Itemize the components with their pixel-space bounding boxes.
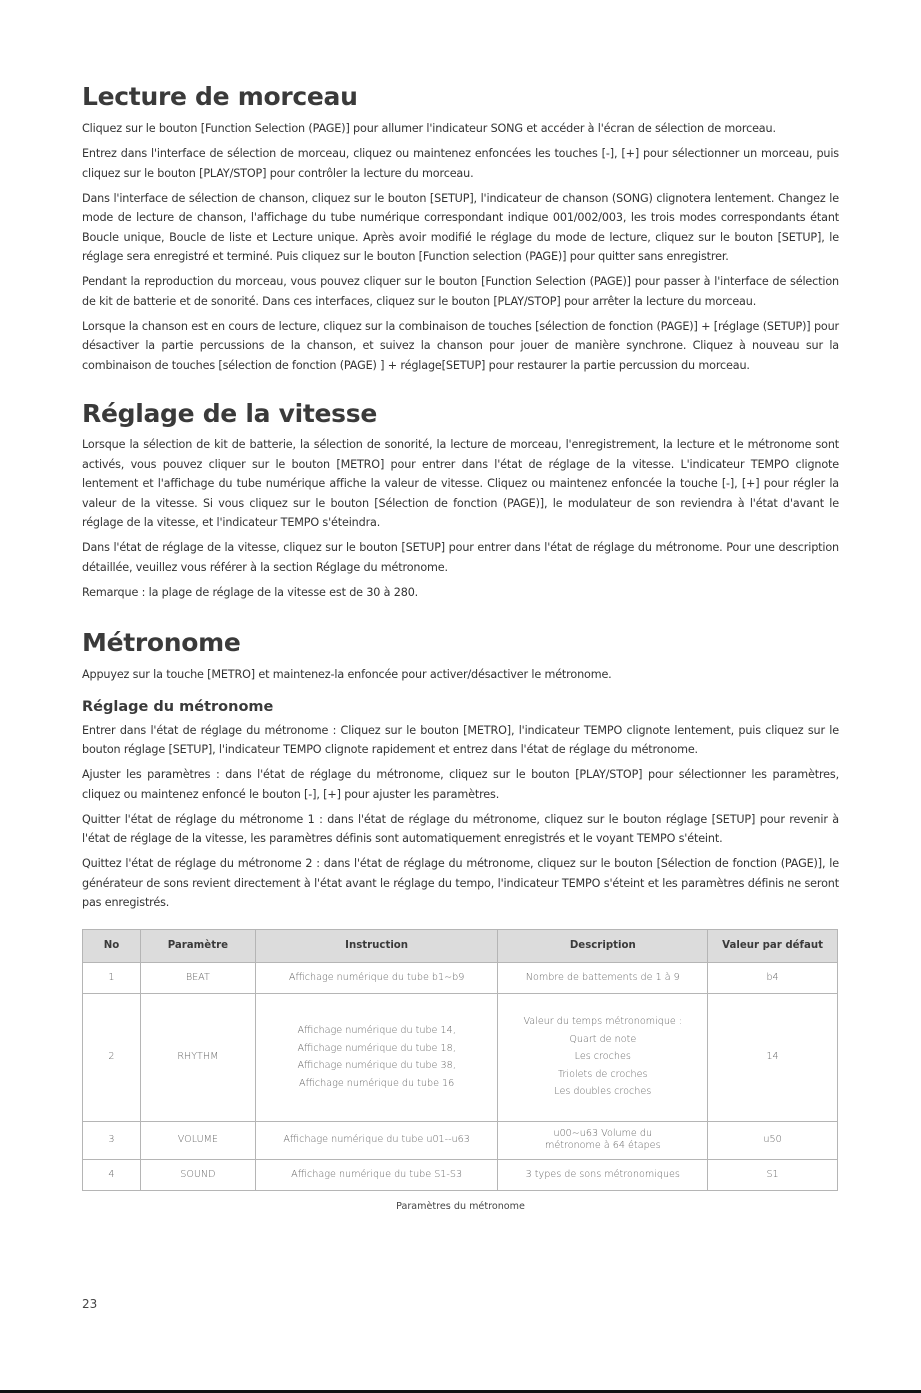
section-lecture <box>82 119 839 375</box>
cell-line: Les croches <box>574 1051 631 1063</box>
cell-instruction: Affichage numérique du tube u01--u63 <box>255 1121 498 1159</box>
paragraph: Pendant la reproduction du morceau, vous pouvez cliquer sur le bouton [Function Selection (PAGE)] pour passer à l'interface de sélection de kit de batterie et de sonorité. Dans ces interfaces, cliquez sur le bouton [PLAY/STOP] pour arrêter la lecture du morceau. <box>82 275 839 308</box>
cell-line: Les doubles croches <box>554 1086 652 1098</box>
paragraph: Quittez l'état de réglage du métronome 2 : dans l'état de réglage du métronome, cliquez sur le bouton [Sélection de fonction (PAGE)], le générateur de sons revient directement à l'état avant le réglage du tempo, l'indicateur TEMPO s'éteint et les paramètres définis ne seront pas enregistrés. <box>82 857 839 909</box>
cell-line: métronome à 64 étapes <box>544 1140 661 1151</box>
cell-no: 2 <box>83 993 141 1121</box>
column-header: Description <box>498 929 708 962</box>
column-header: No <box>83 929 141 962</box>
paragraph: Cliquez sur le bouton [Function Selection (PAGE)] pour allumer l'indicateur SONG et accéder à l'écran de sélection de morceau. <box>82 122 776 135</box>
cell-parameter: RHYTHM <box>140 993 255 1121</box>
metronome-parameters-table <box>82 929 838 1191</box>
cell-default: u50 <box>708 1121 838 1159</box>
section-title-lecture: Lecture de morceau <box>82 82 358 111</box>
cell-line: Affichage numérique du tube 38, <box>297 1060 456 1071</box>
paragraph: Entrer dans l'état de réglage du métronome : Cliquez sur le bouton [METRO], l'indicateur TEMPO clignote lentement, puis cliquez sur le bouton réglage [SETUP], l'indicateur TEMPO clignote rapidement et entrez dans l'état de réglage du métronome. <box>82 723 839 756</box>
paragraph: Ajuster les paramètres : dans l'état de réglage du métronome, cliquez sur le bouton [PLAY/STOP] pour sélectionner les paramètres, cliquez ou maintenez enfoncé le bouton [-], [+] pour ajuster les paramètres. <box>82 768 839 801</box>
cell-description <box>498 1121 708 1159</box>
cell-parameter: SOUND <box>140 1159 255 1190</box>
cell-description <box>498 993 708 1121</box>
table-caption: Paramètres du métronome <box>396 1200 525 1212</box>
cell-line: Affichage numérique du tube 18, <box>297 1042 456 1054</box>
cell-line: Quart de note <box>569 1033 637 1045</box>
cell-line: Affichage numérique du tube 14, <box>297 1025 456 1036</box>
page-number: 23 <box>82 1297 98 1311</box>
cell-parameter: VOLUME <box>140 1121 255 1159</box>
cell-no: 1 <box>83 962 141 993</box>
cell-default: S1 <box>708 1159 838 1190</box>
section-title-vitesse: Réglage de la vitesse <box>82 399 377 428</box>
cell-line: Affichage numérique du tube 16 <box>299 1077 455 1089</box>
paragraph: Dans l'état de réglage de la vitesse, cliquez sur le bouton [SETUP] pour entrer dans l'état de réglage du métronome. Pour une description détaillée, veuillez vous référer à la section Réglage du métronome. <box>82 541 839 574</box>
paragraph: Entrez dans l'interface de sélection de morceau, cliquez ou maintenez enfoncées les touches [-], [+] pour sélectionner un morceau, puis cliquez sur le bouton [PLAY/STOP] pour contrôler la lecture du morceau. <box>82 147 839 180</box>
column-header: Valeur par défaut <box>708 929 838 962</box>
table-header-row <box>83 929 838 962</box>
cell-default: b4 <box>708 962 838 993</box>
table-row <box>83 962 838 993</box>
paragraph: Appuyez sur la touche [METRO] et maintenez-la enfoncée pour activer/désactiver le métronome. <box>82 668 612 681</box>
table-row <box>83 1159 838 1190</box>
paragraph: Lorsque la sélection de kit de batterie, la sélection de sonorité, la lecture de morceau, l'enregistrement, la lecture et le métronome sont activés, vous pouvez cliquer sur le bouton [METRO] pour entrer dans l'état de réglage de la vitesse. L'indicateur TEMPO clignote lentement et l'affichage du tube numérique affiche la valeur de vitesse. Cliquez ou maintenez enfoncée la touche [-], [+] pour régler la valeur de la vitesse. Si vous cliquez sur le bouton [Sélection de fonction (PAGE)], le modulateur de son reviendra à l'état d'avant le réglage de la vitesse, et l'indicateur TEMPO s'éteindra. <box>82 438 839 529</box>
paragraph: Remarque : la plage de réglage de la vitesse est de 30 à 280. <box>82 585 419 599</box>
column-header: Paramètre <box>140 929 255 962</box>
cell-instruction: Affichage numérique du tube b1~b9 <box>255 962 498 993</box>
cell-no: 4 <box>83 1159 141 1190</box>
page-content <box>82 82 839 1212</box>
table-row <box>83 993 838 1121</box>
cell-default: 14 <box>708 993 838 1121</box>
column-header: Instruction <box>255 929 498 962</box>
paragraph: Dans l'interface de sélection de chanson, cliquez sur le bouton [SETUP], l'indicateur de chanson (SONG) clignotera lentement. Changez le mode de lecture de chanson, l'affichage du tube numérique correspondant indique 001/002/003, les trois modes correspondants étant Boucle unique, Boucle de liste et Lecture unique. Après avoir modifié le réglage du mode de lecture, cliquez sur le bouton [SETUP], le réglage sera enregistré et terminé. Puis cliquez sur le bouton [Function selection (PAGE)] pour quitter sans enregistrer. <box>82 191 839 263</box>
section-vitesse <box>82 435 839 602</box>
cell-no: 3 <box>83 1121 141 1159</box>
cell-parameter: BEAT <box>140 962 255 993</box>
section-metronome <box>82 665 839 913</box>
cell-line: u00~u63 Volume du <box>553 1128 653 1139</box>
subsection-title: Réglage du métronome <box>82 698 274 715</box>
cell-instruction: Affichage numérique du tube S1-S3 <box>255 1159 498 1190</box>
cell-description: 3 types de sons métronomiques <box>498 1159 708 1190</box>
paragraph: Quitter l'état de réglage du métronome 1 : dans l'état de réglage du métronome, cliquez sur le bouton réglage [SETUP] pour revenir à l'état de réglage de la vitesse, les paramètres définis sont automatiquement enregistrés et le voyant TEMPO s'éteint. <box>82 812 839 845</box>
cell-line: Valeur du temps métronomique : <box>523 1016 683 1028</box>
section-title-metronome: Métronome <box>82 628 241 657</box>
table-row <box>83 1121 838 1159</box>
paragraph: Lorsque la chanson est en cours de lecture, cliquez sur la combinaison de touches [sélection de fonction (PAGE)] + [réglage (SETUP)] pour désactiver la partie percussions de la chanson, et suivez la chanson pour jouer de manière synchrone. Cliquez à nouveau sur la combinaison de touches [sélection de fonction (PAGE) ] + réglage[SETUP] pour restaurer la partie percussion du morceau. <box>82 319 839 372</box>
cell-line: Triolets de croches <box>558 1068 648 1080</box>
cell-instruction <box>255 993 498 1121</box>
cell-description: Nombre de battements de 1 à 9 <box>498 962 708 993</box>
